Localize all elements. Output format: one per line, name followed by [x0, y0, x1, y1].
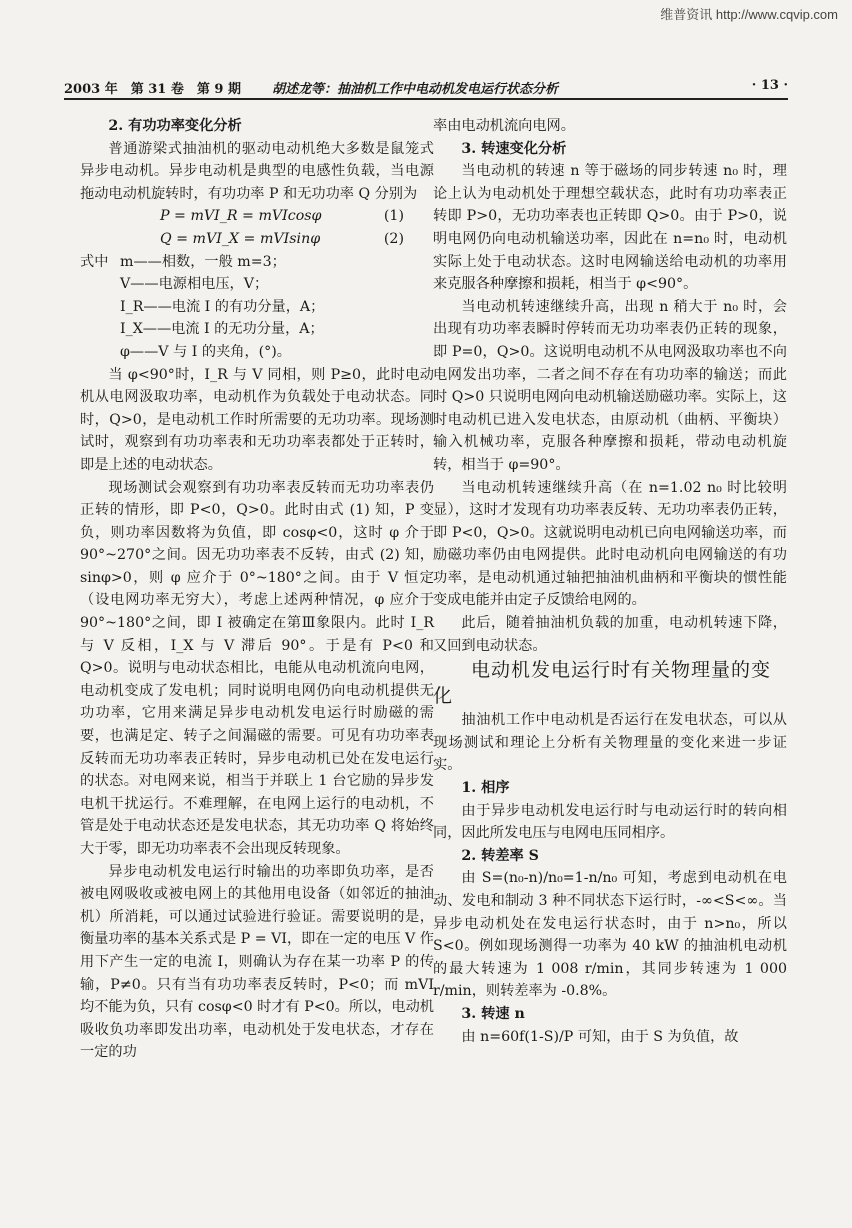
- definition-item: I_R——电流 I 的有功分量，A；: [120, 298, 325, 315]
- equation-2: [80, 228, 434, 251]
- paragraph: 当电动机的转速 n 等于磁场的同步转速 n₀ 时，理论上认为电动机处于理想空载状态，此时有功功率表正转即 P>0，无功功率表也正转即 Q>0。由于 P>0，说明电网仍向电动机输送功率，因此在 n=n₀ 时，电动机实际上处于电动状态。这时电网输送给电动机的功率用来克服各种摩擦和损耗，相当于 φ<90°。: [433, 163, 787, 293]
- definitions-lead: 式中: [80, 253, 109, 270]
- equation-expression: Q = mVI_X = mVIsinφ: [160, 230, 321, 247]
- paragraph-continued: 率由电动机流向电网。: [433, 118, 575, 134]
- running-title: 胡述龙等：抽油机工作中电动机发电运行状态分析: [272, 82, 559, 97]
- definition-item: φ——V 与 I 的夹角，(°)。: [120, 343, 291, 360]
- paragraph: 此后，随着抽油机负载的加重，电动机转速下降，又回到电动状态。: [433, 615, 787, 654]
- equation-number: (2): [383, 230, 404, 247]
- paragraph: 由 S=(n₀-n)/n₀=1-n/n₀ 可知，考虑到电动机在电动、发电和制动 3 种不同状态下运行时，-∞<S<∞。当异步电动机处在发电运行状态时，由于 n>n₀，所以 S<0。例如现场测得一功率为 40 kW 的抽油机电动机的最大转速为 1 008 r/min，其同步转速为 1 000 r/min，则转差率为 -0.8%。: [433, 870, 787, 1000]
- subsection-heading: 3. 转速 n: [461, 1005, 525, 1022]
- paragraph: 由 n=60f(1-S)/P 可知，由于 S 为负值，故: [461, 1028, 739, 1045]
- running-header: [64, 76, 788, 100]
- watermark: 维普资讯 http://www.cqvip.com: [660, 7, 838, 22]
- paragraph: 当电动机转速继续升高，出现 n 稍大于 n₀ 时，会出现有功功率表瞬时停转而无功功率表仍正转的现象，即 P=0，Q>0。这说明电动机不从电网汲取功率也不向电网发出功率，二者之间不存在有功功率的输送；而此时 Q>0 只说明电网向电动机输送励磁功率。实际上，这时电动机已进入发电状态，由原动机（曲柄、平衡块）输入机械功率，克服各种摩擦和损耗，带动电动机旋转，相当于 φ=90°。: [433, 298, 787, 473]
- definition-item: V——电源相电压，V；: [120, 276, 269, 293]
- paragraph: 异步电动机发电运行时输出的功率即负功率，是否被电网吸收或被电网上的其他用电设备（如邻近的抽油机）所消耗，可以通过试验进行验证。需要说明的是，衡量功率的基本关系式是 P = VI，即在一定的电压 V 作用下产生一定的电流 I，则确认为存在某一功率 P 的传输，P≠0。只有当有功功率表反转时，P<0；而 mVI 均不能为负，只有 cosφ<0 时才有 P<0。所以，电动机吸收负功率即发出功率，电动机处于发电状态，才存在一定的功: [80, 863, 434, 1061]
- subsection-heading: 2. 转差率 S: [461, 847, 539, 864]
- symbol-definitions: [80, 251, 434, 364]
- equation-expression: P = mVI_R = mVIcosφ: [160, 208, 322, 225]
- left-column: [80, 115, 434, 1064]
- paragraph: 当 φ<90°时，I_R 与 V 同相，则 P≥0，此时电动机从电网汲取功率，电动机作为负载处于电动状态。同时，Q>0，是电动机工作时所需要的无功功率。现场测试时，观察到有功功率表和无功功率表都处于正转时，即是上述的电动状态。: [80, 366, 434, 473]
- equation-1: [80, 205, 434, 228]
- definition-text: m——相数，一般 m=3；: [120, 253, 286, 270]
- paragraph: 当电动机转速继续升高（在 n=1.02 n₀ 时比较明显），这时才发现有功功率表反转、无功功率表仍正转，即 P<0，Q>0。这就说明电动机已向电网输送功率，而励磁功率仍由电网提供。此时电动机向电网输送的有功功率，是电动机通过轴把抽油机曲柄和平衡块的惯性能变成电能并由定子反馈给电网的。: [433, 479, 787, 609]
- paragraph: 由于异步电动机发电运行时与电动运行时的转向相同，因此所发电压与电网电压同相序。: [433, 802, 787, 842]
- definition-item: I_X——电流 I 的无功分量，A；: [120, 321, 324, 338]
- section-title: 电动机发电运行时有关物理量的变化: [433, 659, 772, 708]
- page-number: · 13 ·: [751, 78, 788, 93]
- definition-item: [80, 251, 434, 274]
- journal-issue: 2003 年 第 31 卷 第 9 期: [64, 82, 241, 97]
- paragraph: 普通游梁式抽油机的驱动电动机绝大多数是鼠笼式异步电动机。异步电动机是典型的电感性负载，当电源拖动电动机旋转时，有功功率 P 和无功功率 Q 分别为: [80, 140, 434, 202]
- equation-number: (1): [383, 208, 404, 225]
- subsection-heading: 2. 有功功率变化分析: [108, 118, 242, 134]
- subsection-heading: 3. 转速变化分析: [461, 140, 567, 157]
- right-column: [433, 115, 787, 1048]
- paragraph: 抽油机工作中电动机是否运行在发电状态，可以从现场测试和理论上分析有关物理量的变化来进一步证实。: [433, 712, 787, 774]
- subsection-heading: 1. 相序: [461, 780, 510, 797]
- paragraph: 现场测试会观察到有功功率表反转而无功功率表仍正转的情形，即 P<0，Q>0。此时由式 (1) 知，P 变负，则功率因数将为负值，即 cosφ<0，这时 φ 介于 90°~270°之间。因无功功率表不反转，由式 (2) 知，sinφ>0，则 φ 应介于 0°~180°之间。由于 V 恒定（设电网功率无穷大），考虑上述两种情况，φ 应介于 90°~180°之间，即 I 被确定在第Ⅲ象限内。此时 I_R 与 V 反相，I_X 与 V 滞后 90°。于是有 P<0 和 Q>0。说明与电动状态相比，电能从电动机流向电网，电动机变成了发电机；同时说明电网仍向电动机提供无功功率，它用来满足异步电动机发电运行时励磁的需要，也满足定、转子之间漏磁的需要。可见有功功率表反转而无功功率表正转时，异步电动机已处在发电运行的状态。对电网来说，相当于并联上 1 台它励的异步发电机干扰运行。不难理解，在电网上运行的电动机，不管是处于电动状态还是发电状态，其无功功率 Q 将始终大于零，即无功功率表不会出现反转现象。: [80, 479, 434, 857]
